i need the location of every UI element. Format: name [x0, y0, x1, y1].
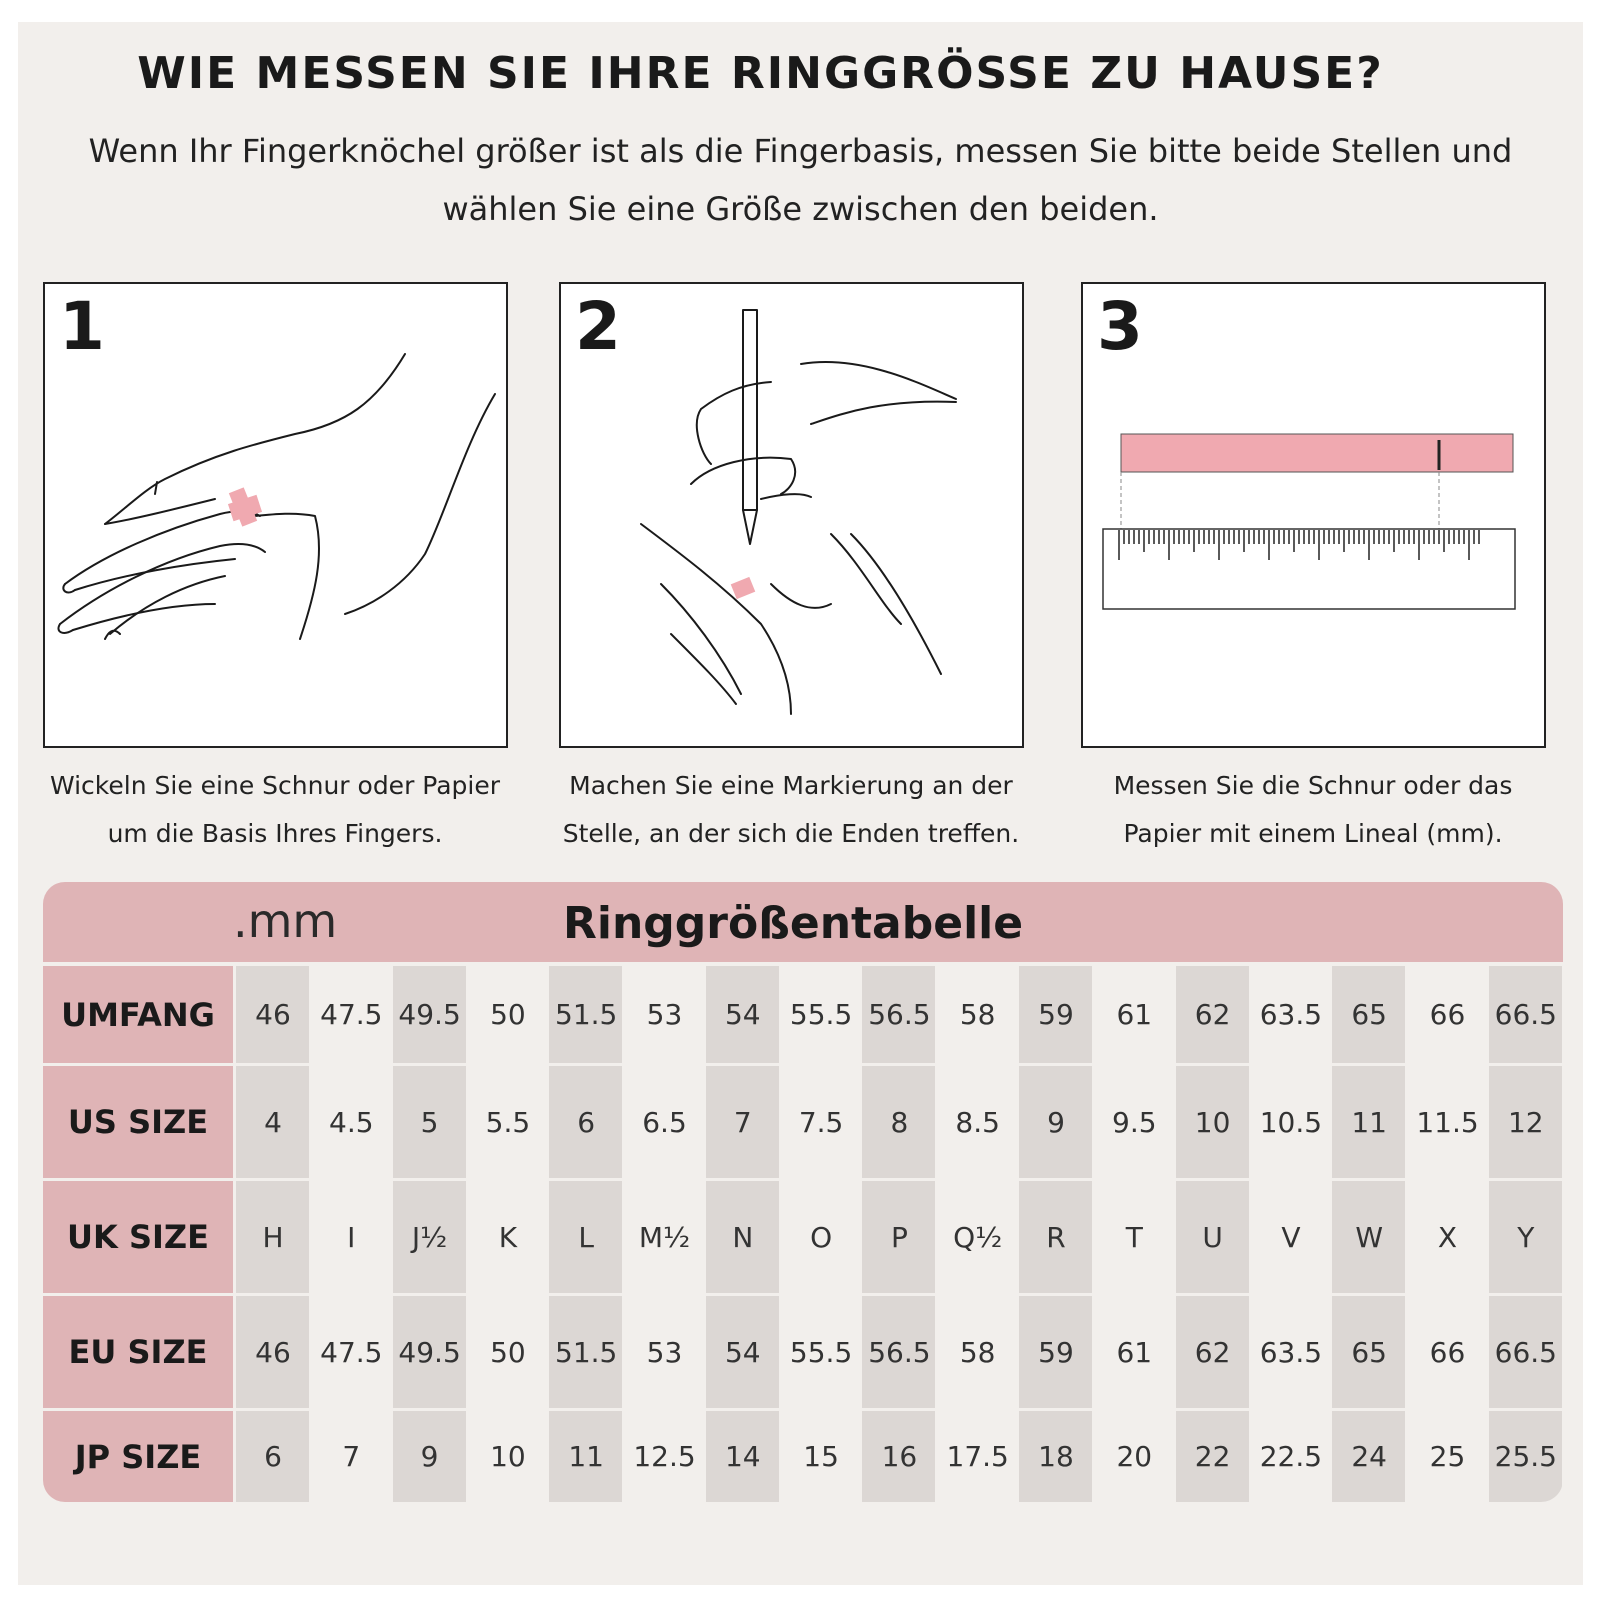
table-cell: 56.5: [868, 998, 931, 1031]
table-cell: 47.5: [320, 1335, 383, 1369]
table-cell: 46: [255, 1335, 291, 1369]
step-3-caption: [1073, 762, 1553, 858]
row-divider: [43, 1063, 1563, 1066]
table-cell: 55.5: [789, 998, 853, 1031]
table-cell: 61: [1116, 998, 1153, 1031]
table-cell: 5.5: [485, 1105, 531, 1139]
step-1-number: 1: [59, 288, 105, 365]
table-cell: M½: [638, 1220, 691, 1254]
table-cell: J½: [411, 1220, 448, 1254]
table-cell: 49.5: [398, 1335, 461, 1369]
ruler-measurement-illustration: [1083, 284, 1544, 746]
table-cell: 66: [1429, 1335, 1466, 1369]
table-unit-label: .mm: [233, 894, 338, 948]
table-cell: 53: [646, 998, 683, 1031]
table-header: [43, 882, 1563, 962]
row-divider: [43, 1408, 1563, 1411]
table-cell: 63.5: [1259, 998, 1323, 1031]
table-cell: 25.5: [1494, 1440, 1557, 1473]
table-cell: O: [810, 1220, 833, 1254]
table-cell: 47.5: [320, 998, 383, 1031]
table-cell: H: [262, 1220, 284, 1254]
row-label-jp-size: JP SIZE: [43, 1411, 233, 1502]
table-cell: 25: [1429, 1440, 1466, 1473]
table-cell: 24: [1351, 1440, 1387, 1473]
table-cell: 12: [1507, 1105, 1544, 1139]
hand-with-ring-illustration: [45, 284, 506, 746]
table-cell: 54: [724, 1335, 761, 1369]
table-cell: Y: [1517, 1220, 1535, 1254]
page-subtitle: [78, 122, 1523, 238]
table-cell: 46: [255, 998, 291, 1031]
table-cell: 9: [420, 1440, 439, 1473]
table-cell: 50: [490, 998, 526, 1031]
table-cell: 7: [342, 1440, 361, 1473]
step-2-caption-line-2: Stelle, an der sich die Enden treffen.: [562, 819, 1020, 848]
table-cell: 66.5: [1494, 1335, 1557, 1369]
paper-strip: [1121, 434, 1513, 472]
row-label-eu-size: EU SIZE: [43, 1296, 233, 1408]
table-cell: 58: [959, 998, 996, 1031]
table-cell: 4: [264, 1105, 282, 1139]
table-cell: 61: [1116, 1335, 1153, 1369]
table-cell: Q½: [953, 1220, 1003, 1254]
ring-size-guide: [18, 22, 1583, 1585]
hand-marking-illustration: [561, 284, 1022, 746]
table-cell: 18: [1038, 1440, 1074, 1473]
table-cell: 22.5: [1259, 1440, 1323, 1473]
table-cell: R: [1046, 1220, 1066, 1254]
table-cell: 65: [1351, 1335, 1387, 1369]
table-cell: 6: [577, 1105, 596, 1139]
table-cell: 10.5: [1259, 1105, 1323, 1139]
table-cell: 65: [1351, 998, 1387, 1031]
row-label-us-size: US SIZE: [43, 1066, 233, 1178]
table-cell: 62: [1194, 1335, 1231, 1369]
table-cell: T: [1125, 1220, 1143, 1254]
table-cell: 12.5: [633, 1440, 696, 1473]
row-divider: [43, 1178, 1563, 1181]
page-title: WIE MESSEN SIE IHRE RINGGRÖSSE ZU HAUSE?: [137, 48, 1384, 99]
table-cell: 55.5: [789, 1335, 853, 1369]
table-cell: K: [498, 1220, 518, 1254]
step-1-caption-line-2: um die Basis Ihres Fingers.: [107, 819, 443, 848]
table-cell: 11: [568, 1440, 604, 1473]
table-cell: 15: [803, 1440, 839, 1473]
step-3-panel: [1081, 282, 1546, 748]
subtitle-line-1: Wenn Ihr Fingerknöchel größer ist als die Fingerbasis, messen Sie bitte beide Stellen und: [88, 132, 1513, 170]
step-2-number: 2: [575, 288, 621, 365]
step-3-caption-line-2: Papier mit einem Lineal (mm).: [1123, 819, 1503, 848]
table-cell: 9.5: [1112, 1105, 1157, 1139]
table-cell: 4.5: [329, 1105, 374, 1139]
row-label-umfang: UMFANG: [43, 966, 233, 1063]
step-1-caption: [35, 762, 515, 858]
table-cell: X: [1437, 1220, 1458, 1254]
step-2-panel: [559, 282, 1024, 748]
step-1-caption-line-1: Wickeln Sie eine Schnur oder Papier: [49, 771, 501, 800]
table-cell: 9: [1047, 1105, 1065, 1139]
step-1-panel: [43, 282, 508, 748]
table-cell: 7: [733, 1105, 752, 1139]
table-cell: 17.5: [946, 1440, 1009, 1473]
table-cell: 10: [490, 1440, 526, 1473]
table-cell: U: [1202, 1220, 1223, 1254]
step-2-caption: [551, 762, 1031, 858]
row-label-uk-size: UK SIZE: [43, 1181, 233, 1293]
ring-size-table: [43, 882, 1563, 1502]
table-cell: 51.5: [555, 1335, 618, 1369]
table-cell: W: [1355, 1220, 1384, 1254]
table-cell: P: [890, 1220, 908, 1254]
table-cell: 16: [881, 1440, 918, 1473]
table-cell: L: [578, 1220, 594, 1254]
table-cell: 58: [959, 1335, 996, 1369]
table-cell: V: [1281, 1220, 1301, 1254]
step-3-number: 3: [1097, 288, 1143, 365]
table-cell: 10: [1194, 1105, 1231, 1139]
table-cell: 20: [1116, 1440, 1153, 1473]
table-cell: 5: [420, 1105, 439, 1139]
table-cell: 54: [724, 998, 761, 1031]
table-cell: 66: [1429, 998, 1466, 1031]
row-divider: [43, 1293, 1563, 1296]
step-3-caption-line-1: Messen Sie die Schnur oder das: [1113, 771, 1513, 800]
table-cell: 8: [890, 1105, 909, 1139]
table-cell: 59: [1038, 998, 1074, 1031]
table-cell: 14: [724, 1440, 761, 1473]
table-cell: 49.5: [398, 998, 461, 1031]
table-cell: 59: [1038, 1335, 1074, 1369]
table-title: Ringgrößentabelle: [563, 898, 1024, 949]
table-cell: 22: [1194, 1440, 1231, 1473]
table-cell: I: [347, 1220, 356, 1254]
subtitle-line-2: wählen Sie eine Größe zwischen den beiden.: [442, 190, 1159, 228]
table-cell: 6: [264, 1440, 282, 1473]
table-cell: N: [732, 1220, 754, 1254]
table-cell: 11: [1351, 1105, 1387, 1139]
table-cell: 6.5: [642, 1105, 687, 1139]
table-cell: 11.5: [1416, 1105, 1479, 1139]
table-cell: 50: [490, 1335, 526, 1369]
table-cell: 51.5: [555, 998, 618, 1031]
table-cell: 56.5: [868, 1335, 931, 1369]
table-cell: 7.5: [798, 1105, 844, 1139]
table-cell: 63.5: [1259, 1335, 1323, 1369]
table-cell: 62: [1194, 998, 1231, 1031]
table-cell: 53: [646, 1335, 683, 1369]
table-cell: 8.5: [955, 1105, 1000, 1139]
step-2-caption-line-1: Machen Sie eine Markierung an der: [569, 771, 1013, 800]
table-cell: 66.5: [1494, 998, 1557, 1031]
